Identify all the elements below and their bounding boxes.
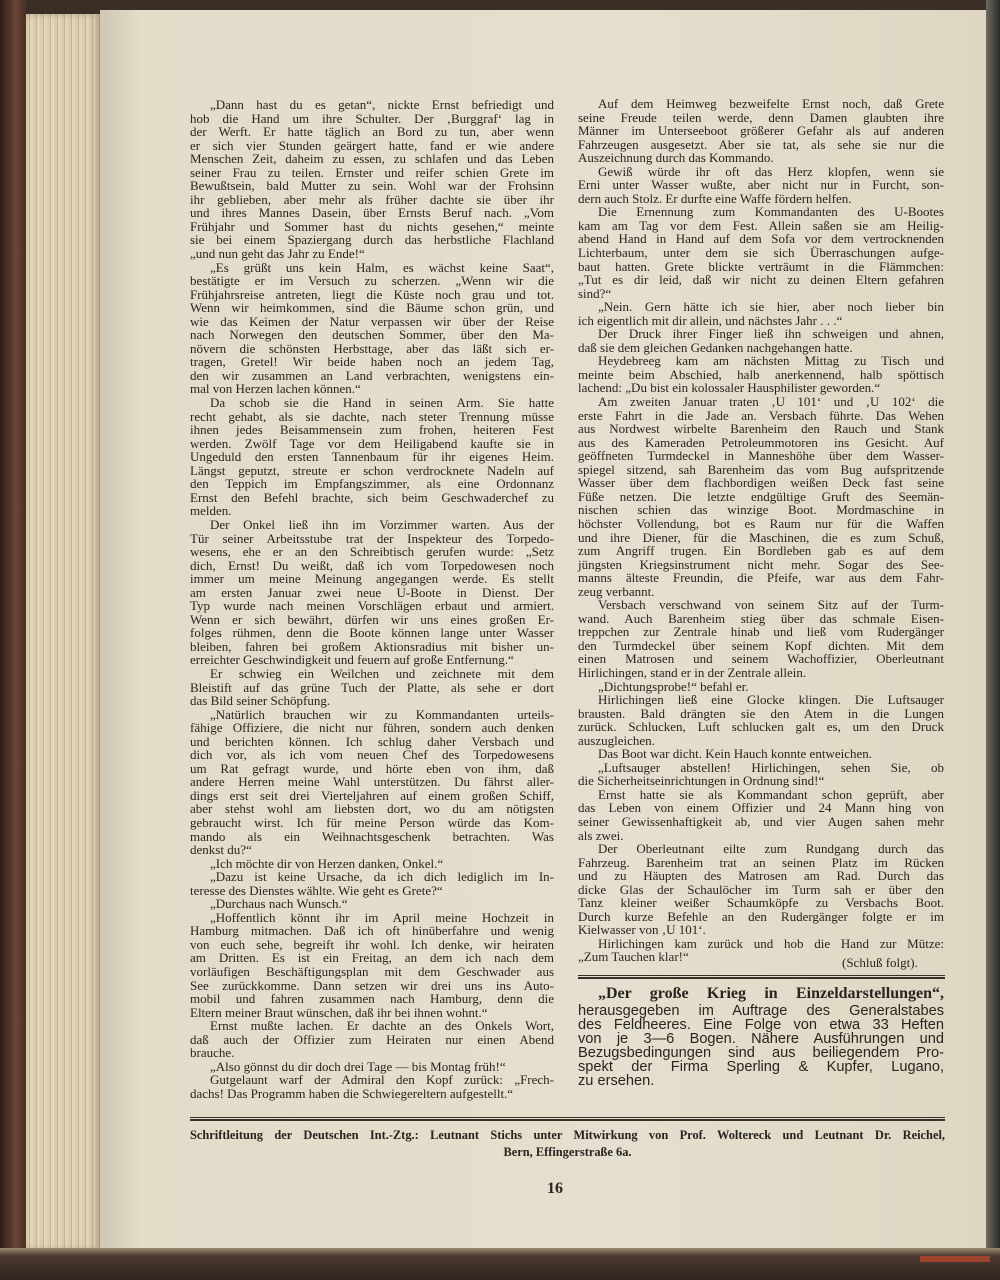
text-line: „Zum Tauchen klar!“ [578, 949, 689, 965]
text-line: brausten. Bald drängten sie den Atem in die Lungen [578, 705, 944, 721]
text-line: Hamburg mitmachen. Daß ich oft hinüberfahre und wenig [190, 923, 554, 939]
text-line: Hirlichingen, stand er in der Zentrale allein. [578, 664, 807, 680]
text-line: erreichter Geschwindigkeit und feuern auf große Entfernung.“ [190, 652, 514, 668]
text-line: Typ wurde nach meinen Vorschlägen erbaut und armiert. [190, 598, 554, 614]
text-line: Wenn er sich bewährt, dürfen wir uns eines großen Er- [190, 611, 554, 627]
text-line: Ernst hatte sie als Kommandant schon geprüft, aber [598, 786, 944, 802]
text-line: als zwei. [578, 827, 624, 843]
text-line: Lichterbaum, unter dem sie sich Überraschungen aufge- [578, 245, 944, 261]
text-line: seiner Gewissenhaftigkeit ab, und vier Augen sahen mehr [578, 813, 944, 829]
text-line: sind?“ [578, 285, 612, 301]
text-line: „Nein. Gern hätte ich sie hier, aber noch lieber bin [598, 299, 944, 315]
text-line: und berichten können. Ich schlug daher Versbach und [190, 733, 554, 749]
text-line: folges rühmen, denn die Boote können lange unter Wasser [190, 625, 554, 641]
text-line: aber stehst wohl am liebsten dort, wo du am nötigsten [190, 801, 554, 817]
text-line: Tür seiner Arbeitsstube trat der Inspekteur des Torpedo- [190, 530, 554, 546]
text-line: Hirlichingen kam zurück und hob die Hand zur Mütze: [598, 935, 944, 951]
text-line: am ersten Januar zwei neue U-Boote in Dienst. Der [190, 584, 554, 600]
text-line: Die Ernennung zum Kommandanten des U-Bootes [598, 204, 944, 220]
text-line: Am zweiten Januar traten ‚U 101‘ und ‚U 102‘ die [598, 394, 944, 410]
advertisement-line: von je 3—6 Bogen. Nähere Ausführungen und [578, 1031, 944, 1047]
text-line: recht gehabt, als sie dachte, nach steter Trennung müsse [190, 408, 554, 424]
text-line: dachs! Das Programm haben die Schwiegereltern aufgestellt.“ [190, 1085, 514, 1101]
text-line: nach Norwegen den deutschen Sommer, über den Ma- [190, 327, 554, 343]
text-line: hob die Hand um ihre Schulter. Der ‚Burggraf‘ lag in [190, 110, 554, 126]
text-line: er sich vier Stunden geärgert hatte, fand er wie andere [190, 137, 554, 153]
text-line: auszugleichen. [578, 732, 655, 748]
text-line: Gutgelaunt warf der Admiral den Kopf zurück: „Frech- [210, 1072, 554, 1088]
text-line: Ernst mußte lachen. Er dachte an des Onkels Wort, [210, 1018, 554, 1034]
text-line: dicke Glas der Schaulöcher im Turm sah er über den [578, 881, 944, 897]
text-line: „Dichtungsprobe!“ befahl er. [598, 678, 749, 694]
text-line: Menschen Zeit, daheim zu essen, zu schlafen und das Leben [190, 151, 554, 167]
text-line: Frühjahrsreise antreten, liegt die Küste noch grau und tot. [190, 286, 554, 302]
text-line: am Dritten. Es ist ein Freitag, an dem ich nach dem [190, 950, 554, 966]
text-line: Wenn wir heimkommen, sind die Bäume schon grün, und [190, 300, 554, 316]
text-line: Durch kurze Befehle an den Rudergänger folgte er im [578, 908, 944, 924]
text-line: Bewußtsein, bald Mutter zu sein. Wohl war der Frohsinn [190, 178, 554, 194]
text-line: Der Oberleutnant eilte zum Rundgang durch das [598, 841, 944, 857]
text-line: Ernst den Befehl brachte, sich beim Geschwaderchef zu [190, 489, 554, 505]
text-line: die Sicherheitseinrichtungen in Ordnung sind!“ [578, 773, 825, 789]
advertisement-line: Bezugsbedingungen sind aus beiliegendem Pro- [578, 1045, 944, 1061]
text-line: höchster Vollendung, bot es Raum nur für die Waffen [578, 515, 944, 531]
text-line: baut hatten. Grete blickte verträumt in die Flämmchen: [578, 258, 944, 274]
text-line: zum Angriff trugen. Ein Bordleben gab es auf dem [578, 543, 944, 559]
text-line: Ungeduld den ersten Tannenbaum für ihr eigenes Heim. [190, 449, 554, 465]
text-line: brauche. [190, 1045, 235, 1061]
text-line: um Rat gefragt wurde, und hörte eben von ihm, daß [190, 760, 554, 776]
text-line: bleiben, fahren bei großem Aktionsradius mit bisher un- [190, 638, 554, 654]
text-line: fähige Offiziere, die nicht nur führen, sondern auch denken [190, 720, 554, 736]
text-line: Tanz kleiner weißer Schaumköpfe zu Versbachs Boot. [578, 895, 944, 911]
text-line: Heydebreeg kam am nächsten Mittag zu Tisch und [598, 353, 944, 369]
text-line: Kielwasser von ‚U 101‘. [578, 922, 706, 938]
text-line: Das Boot war dicht. Kein Hauch konnte entweichen. [598, 746, 873, 762]
text-line: „Hoffentlich könnt ihr im April meine Hochzeit in [210, 909, 554, 925]
text-line: zeug verbannt. [578, 583, 655, 599]
text-line: kam am Tag vor dem Fest. Allein saßen sie am Heilig- [578, 217, 944, 233]
text-line: geöffneten Turmdeckel in Manneshöhe über dem Wasser- [578, 448, 944, 464]
text-line: seine Freude teilen werde, denn Damen glaubten ihre [578, 109, 944, 125]
text-line: Gewiß würde ihr oft das Herz klopfen, wenn sie [598, 163, 944, 179]
text-line: „Es grüßt uns kein Halm, es wächst keine Saat“, [210, 259, 554, 275]
text-line: „Ich möchte dir von Herzen danken, Onkel.“ [210, 855, 444, 871]
text-line: tragen, Gretel! Wir beide haben noch an jedem Tag, [190, 354, 554, 370]
text-line: „und nun geht das Jahr zu Ende!“ [190, 246, 365, 262]
text-line: wand. Auch Barenheim stieg über das schmale Eisen- [578, 610, 944, 626]
text-line: vorläufigen Beschäftigungsplan mit dem Geschwader aus [190, 964, 554, 979]
text-line: Fahrzeugen ausgesetzt. Aber sie tat, als sehe sie nur die [578, 136, 944, 152]
text-line: „Luftsauger abstellen! Hirlichingen, sehen Sie, ob [598, 759, 944, 775]
text-line: der Werft. Er hatte täglich an Bord zu tun, aber wenn [190, 124, 554, 140]
right-page-edge [986, 0, 1000, 1280]
text-line: spiegel sitzend, sah Barenheim das vom Bug aufspritzende [578, 461, 944, 477]
book-bottom-edge [0, 1248, 1000, 1280]
text-line: Längst geputzt, streute er schon verdrocknete Nadeln auf [190, 462, 554, 478]
text-line: Bleistift auf das grüne Tuch der Platte, als sehe er dort [190, 679, 554, 695]
text-line: bestätigte er im Versuch zu scherzen. „Wenn wir die [190, 273, 554, 289]
text-line: daß auch der Offizier zum Heiraten nur einen Abend [190, 1031, 554, 1047]
text-line: „Tut es dir leid, daß wir nicht zu deinen Eltern gefahren [578, 272, 944, 288]
text-line: Männer im Unterseeboot größerer Gefahr als auf anderen [578, 123, 944, 139]
text-line: erste Fahrt in die Jade an. Versbach führte. Das Wehen [578, 407, 944, 423]
text-line: Erni unter Wasser wußte, aber nicht nur in Furcht, son- [578, 177, 944, 193]
advertisement-line: des Feldheeres. Eine Folge von etwa 33 Heften [578, 1017, 944, 1033]
text-line: mobil und fahren zusammen nach Hamburg, denn die [190, 991, 554, 1007]
text-line: See zurückkomme. Dann setzen wir drei uns ins Auto- [190, 977, 554, 993]
text-line: dich vor, als ich vom neuen Chef des Torpedowesens [190, 747, 554, 763]
footer-editorial-line: Schriftleitung der Deutschen Int.-Ztg.: Leutnant Stichs unter Mitwirkung von Prof. Woltereck und Leutnant Dr. Reichel, [190, 1128, 945, 1142]
text-line: von euch sehe, begreift ihr wohl. Ich denke, wir heiraten [190, 936, 554, 952]
left-text-column [190, 98, 554, 1100]
bookmark-edge [920, 1256, 990, 1262]
text-line: zurück. Schlucken, Luft schlucken galt es, um den Druck [578, 719, 944, 735]
text-line: Eltern meiner Braut wünschen, daß ihr bei ihnen wohnt.“ [190, 1004, 488, 1020]
text-line: Frühjahr und Sommer hast du nichts gesehen,“ meinte [190, 218, 554, 234]
advertisement-title: „Der große Krieg in Einzeldarstellungen“, [598, 985, 944, 1002]
text-line: seiner Frau zu teilen. Ernster und reifer schien Grete im [190, 164, 554, 180]
text-line: ich eigentlich mit dir allein, und nächstes Jahr . . .“ [578, 312, 843, 328]
text-line: Wasser über dem flachbordigen weißen Deck fast seine [578, 475, 944, 491]
text-line: Hirlichingen ließ eine Glocke klingen. Die Luftsauger [598, 692, 944, 708]
text-line: Auf dem Heimweg bezweifelte Ernst noch, daß Grete [598, 96, 944, 111]
right-text-column [578, 97, 944, 964]
text-line: gebraucht wirst. Ich für meine Person würde das Kom- [190, 814, 554, 830]
text-line: das Leben von einem Offizier und 24 Mann hing von [578, 800, 944, 816]
text-line: Füße netzen. Die letzte endgültige Gruft des Seemän- [578, 488, 944, 504]
text-line: andere Herren meine Wahl unterstützen. Du fährst aller- [190, 774, 554, 790]
text-line: immer um meine Meinung angegangen werde. Es stellt [190, 571, 554, 587]
text-line: Fahrzeug. Barenheim trat an seinen Platz im Rücken [578, 854, 944, 870]
text-line: „Dann hast du es getan“, nickte Ernst befriedigt und [210, 97, 554, 112]
advertisement-body [578, 1004, 944, 1088]
text-line: abend Hand in Hand auf dem Sofa vor dem vertrocknenden [578, 231, 944, 247]
text-line: Er schwieg ein Weilchen und zeichnete mit dem [210, 665, 554, 681]
footer-divider [190, 1117, 945, 1121]
advertisement-line: spekt der Firma Sperling & Kupfer, Lugano, [578, 1059, 944, 1075]
text-line: jüngsten Kriegsinstrument nicht mehr. Sogar des See- [578, 556, 944, 572]
footer-address-line: Bern, Effingerstraße 6a. [503, 1145, 632, 1159]
text-line: „Durchaus nach Wunsch.“ [210, 896, 348, 912]
text-line: manns älteste Freundin, die Pfeife, war aus dem Fahr- [578, 570, 944, 586]
text-line: melden. [190, 503, 232, 519]
text-line: werden. Zwölf Tage vor dem Heiligabend kaufte sie in [190, 435, 554, 451]
advertisement-line: herausgegeben im Auftrage des Generalstabes [578, 1003, 944, 1019]
text-line: den Turmdeckel über seinem Kopf dichten. Mit dem [578, 637, 944, 653]
text-line: nischen schien das winzige Boot. Mordmaschine in [578, 502, 944, 518]
advertisement-line: zu ersehen. [578, 1073, 655, 1089]
text-line: Der Onkel ließ ihn im Vorzimmer warten. Aus der [210, 516, 554, 532]
text-line: dings erst seit drei Vierteljahren auf einem großen Schiff, [190, 787, 554, 803]
text-line: das Bild seiner Schöpfung. [190, 693, 331, 709]
text-line: wesens, ehe er an den Schreibtisch gerufen wurde: „Setz [190, 544, 554, 560]
page-stack-edges [26, 14, 102, 1250]
footer-imprint [190, 1127, 945, 1161]
text-line: „Dazu ist keine Ursache, da ich dich lediglich im In- [210, 869, 554, 885]
text-line: Versbach verschwand von seinem Sitz auf der Turm- [598, 597, 944, 613]
text-line: denkst du?“ [190, 842, 252, 858]
text-line: ihnen jedes Beisammensein zum frohen, heiteren Fest [190, 422, 554, 438]
text-line: dich, Ernst! Du weißt, daß ich vom Torpedowesen noch [190, 557, 554, 573]
text-line: den wir zusammen an Land verbrachten, wenigstens ein- [190, 367, 554, 383]
text-line: wie das Keimen der Natur verpassen wir über der Reise [190, 313, 554, 329]
text-line: aus Nordwest wirbelte Barenheim den Rauch und Stank [578, 421, 944, 437]
text-line: mando als ein Weihnachtsgeschenk betrachten. Was [190, 828, 554, 844]
continued-note: (Schluß folgt). [842, 955, 918, 970]
section-divider [578, 975, 945, 979]
text-line: növern die schönsten Herbsttage, aber das läßt sich er- [190, 340, 554, 356]
text-line: treppchen zur Zentrale hinab und ließ vom Rudergänger [578, 624, 944, 640]
text-line: teresse des Dienstes wählte. Wie geht es Grete?“ [190, 882, 443, 898]
text-line: mal von Herzen lachen können.“ [190, 381, 361, 397]
text-line: den Teppich im Empfangszimmer, als eine Ordonnanz [190, 476, 554, 492]
text-line: dern auch Stolz. Er durfte eine Waffe fördern helfen. [578, 190, 852, 206]
text-line: und ihre Diener, für die Maschinen, die es zum Schuß, [578, 529, 944, 545]
text-line: ihr geblieben, aber mehr als früher dachte sie über ihr [190, 191, 554, 207]
text-line: lachend: „Du bist ein kolossaler Hausphilister geworden.“ [578, 380, 881, 396]
text-line: „Also gönnst du dir doch drei Tage — bis Montag früh!“ [210, 1058, 506, 1074]
text-line: und ihres Mannes Dasein, über Ernsts Beruf nach. „Vom [190, 205, 554, 221]
text-line: daß sie dem gleichen Gedanken nachgehangen hatte. [578, 339, 853, 355]
text-line: „Natürlich brauchen wir zu Kommandanten urteils- [210, 706, 554, 722]
text-line: sie bei einem Spaziergang durch das herbstliche Flachland [190, 232, 554, 248]
text-line: aus des Kameraden Petroleummotoren ins Gesicht. Auf [578, 434, 944, 450]
text-line: und zu Häupten des Matrosen am Rad. Durch das [578, 868, 944, 884]
page-number: 16 [547, 1180, 563, 1197]
text-line: meinte beim Abschied, halb anerkennend, halb spöttisch [578, 366, 944, 382]
book-binding [0, 0, 26, 1280]
text-line: Da schob sie die Hand in seinen Arm. Sie hatte [210, 395, 554, 411]
text-line: Auszeichnung durch das Kommando. [578, 150, 774, 166]
text-line: einen Matrosen und seinem Wachoffizier, Oberleutnant [578, 651, 944, 667]
text-line: Der Druck ihrer Finger ließ ihn schweigen und ahnen, [598, 326, 944, 342]
